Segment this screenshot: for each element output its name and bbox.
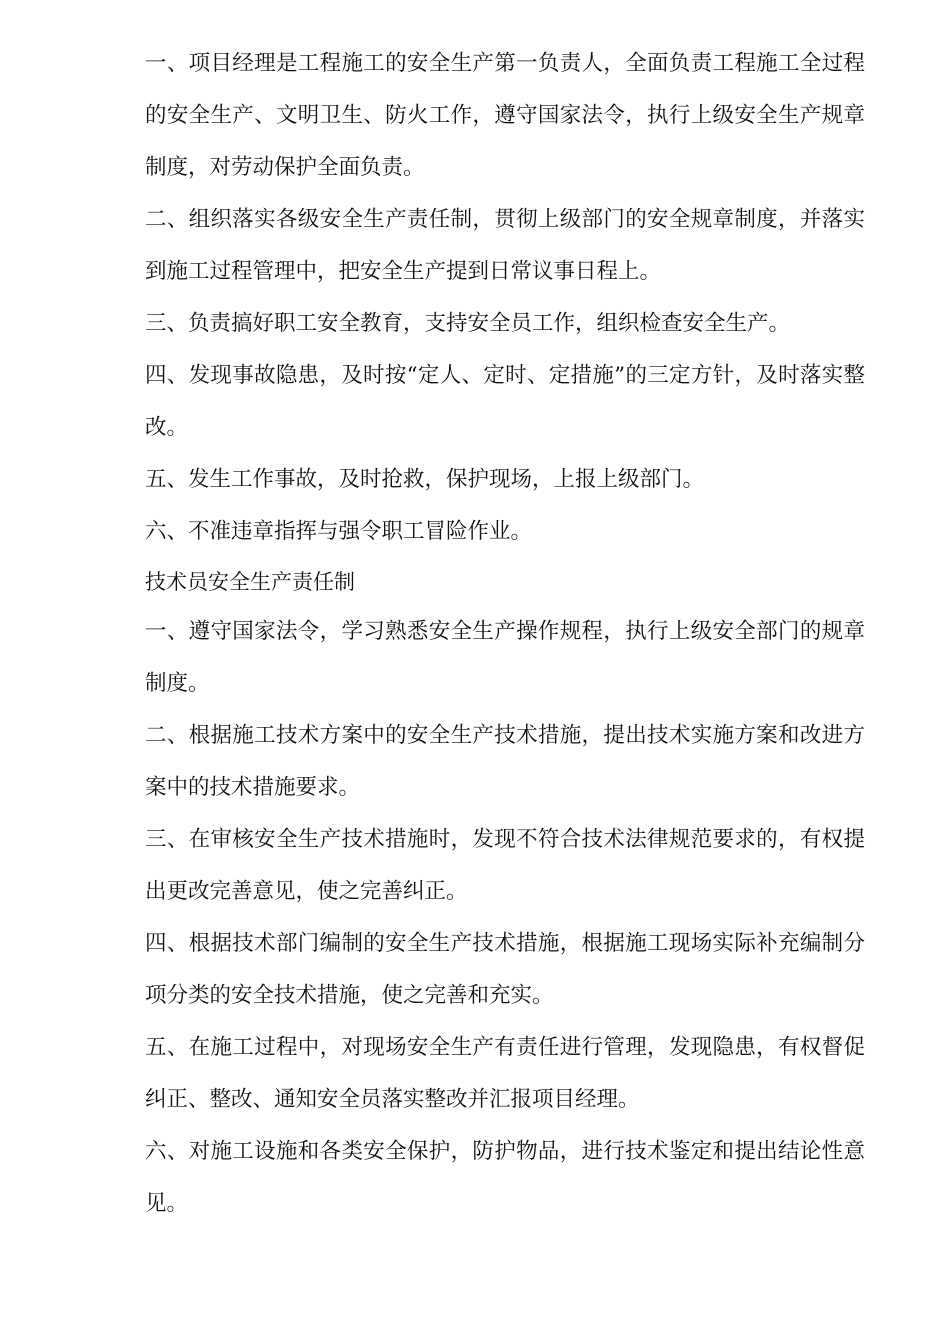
paragraph: 五、发生工作事故，及时抢救，保护现场，上报上级部门。 [145,467,705,492]
paragraph: 六、对施工设施和各类安全保护，防护物品，进行技术鉴定和提出结论性意见。 [145,1139,865,1216]
paragraph: 五、在施工过程中，对现场安全生产有责任进行管理，发现隐患，有权督促纠正、整改、通知安全员落实整改并汇报项目经理。 [145,1035,865,1112]
paragraph: 六、不准违章指挥与强令职工冒险作业。 [145,519,533,544]
technician-duties [145,606,865,1230]
paragraph: 三、在审核安全生产技术措施时，发现不符合技术法律规范要求的，有权提出更改完善意见，使之完善纠正。 [145,827,865,904]
paragraph: 四、根据技术部门编制的安全生产技术措施，根据施工现场实际补充编制分项分类的安全技术措施，使之完善和充实。 [145,931,865,1008]
document-body [145,38,865,1230]
paragraph: 一、遵守国家法令，学习熟悉安全生产操作规程，执行上级安全部门的规章制度。 [145,619,865,696]
paragraph: 一、项目经理是工程施工的安全生产第一负责人，全面负责工程施工全过程的安全生产、文明卫生、防火工作，遵守国家法令，执行上级安全生产规章制度，对劳动保护全面负责。 [145,51,865,180]
paragraph: 二、组织落实各级安全生产责任制，贯彻上级部门的安全规章制度，并落实到施工过程管理中，把安全生产提到日常议事日程上。 [145,207,865,284]
paragraph: 四、发现事故隐患，及时按“定人、定时、定措施”的三定方针，及时落实整改。 [145,363,865,440]
paragraph: 二、根据施工技术方案中的安全生产技术措施，提出技术实施方案和改进方案中的技术措施要求。 [145,723,865,800]
paragraph: 三、负责搞好职工安全教育，支持安全员工作，组织检查安全生产。 [145,311,791,336]
section-title: 技术员安全生产责任制 [145,570,355,594]
project-manager-duties [145,38,865,558]
